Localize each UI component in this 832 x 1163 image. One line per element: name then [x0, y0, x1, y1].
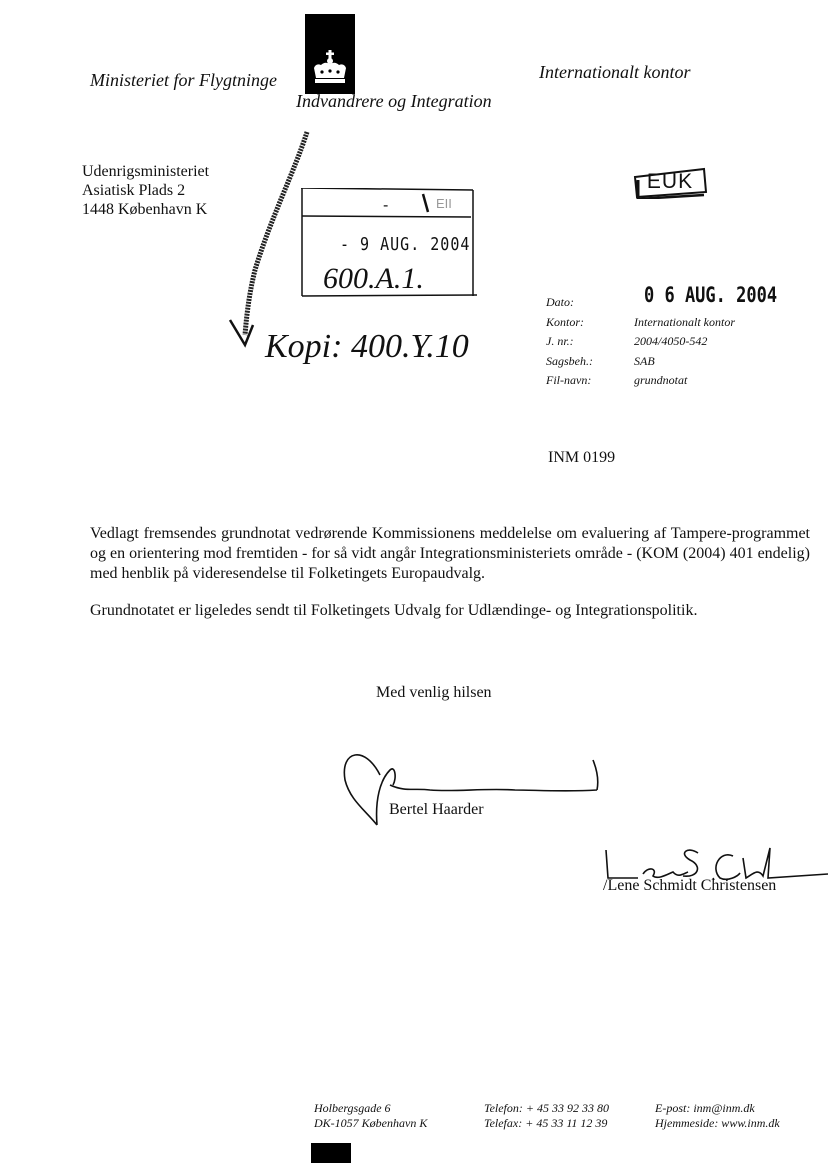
case-handler-value: SAB	[634, 354, 655, 368]
ministry-name: Ministeriet for Flygtninge	[90, 70, 277, 90]
recipient-city: 1448 København K	[82, 201, 208, 218]
svg-text:EII: EII	[436, 196, 452, 211]
signature-bertel-haarder	[335, 740, 615, 840]
crown-icon	[305, 14, 355, 94]
recipient-name: Udenrigsministeriet	[82, 163, 210, 180]
jnr-label: J. nr.:	[546, 334, 574, 348]
handwritten-file-number: 600.A.1.	[323, 262, 424, 295]
euk-stamp-text: EUK	[646, 170, 694, 193]
footer-address	[314, 1101, 427, 1131]
euk-stamp	[632, 165, 708, 199]
file-name-value: grundnotat	[634, 373, 688, 387]
footer-bar	[311, 1143, 351, 1163]
office-value: Internationalt kontor	[634, 315, 735, 329]
footer-telefax: Telefax: + 45 33 11 12 39	[484, 1116, 608, 1130]
footer-street: Holbergsgade 6	[314, 1101, 391, 1115]
file-name-label: Fil-navn:	[546, 373, 592, 387]
received-stamp-dash: -	[383, 197, 389, 214]
ministry-subname: Indvandrere og Integration	[296, 91, 492, 111]
jnr-value: 2004/4050-542	[634, 334, 708, 348]
footer-telephone: Telefon: + 45 33 92 33 80	[484, 1101, 609, 1115]
date-label: Dato:	[546, 295, 574, 309]
date-stamp: 0 6 AUG. 2004	[644, 283, 778, 308]
letter-body	[90, 524, 810, 638]
recipient-address	[82, 162, 209, 219]
footer-contact	[655, 1101, 780, 1131]
body-paragraph: Grundnotatet er ligeledes sendt til Folketingets Udvalg for Udlændinge- og Integrationspolitik.	[90, 602, 698, 619]
body-paragraph: Vedlagt fremsendes grundnotat vedrørende Kommissionens meddelelse om evaluering af Tampere-programmet og en orientering mod fremtiden - for så vidt angår Integrationsministeriets område - (KOM (2004) 401 endelig) med henblik på videresendelse til Folketingets Europaudvalg.	[90, 525, 810, 582]
case-handler-label: Sagsbeh.:	[546, 354, 593, 368]
reference-number: INM 0199	[548, 449, 616, 466]
footer-city: DK-1057 København K	[314, 1116, 428, 1130]
footer-email: E-post: inm@inm.dk	[655, 1101, 755, 1115]
signer-name: /Lene Schmidt Christensen	[603, 877, 777, 894]
footer-website: Hjemmeside: www.inm.dk	[655, 1116, 780, 1130]
handwritten-copy-note: Kopi: 400.Y.10	[265, 328, 469, 365]
footer-phone	[484, 1101, 609, 1131]
closing-greeting: Med venlig hilsen	[376, 684, 492, 701]
office-label: Kontor:	[546, 315, 585, 329]
signer-name: Bertel Haarder	[389, 801, 484, 818]
recipient-street: Asiatisk Plads 2	[82, 182, 186, 199]
office-name: Internationalt kontor	[539, 62, 691, 82]
received-date: - 9 AUG. 2004	[340, 233, 471, 255]
